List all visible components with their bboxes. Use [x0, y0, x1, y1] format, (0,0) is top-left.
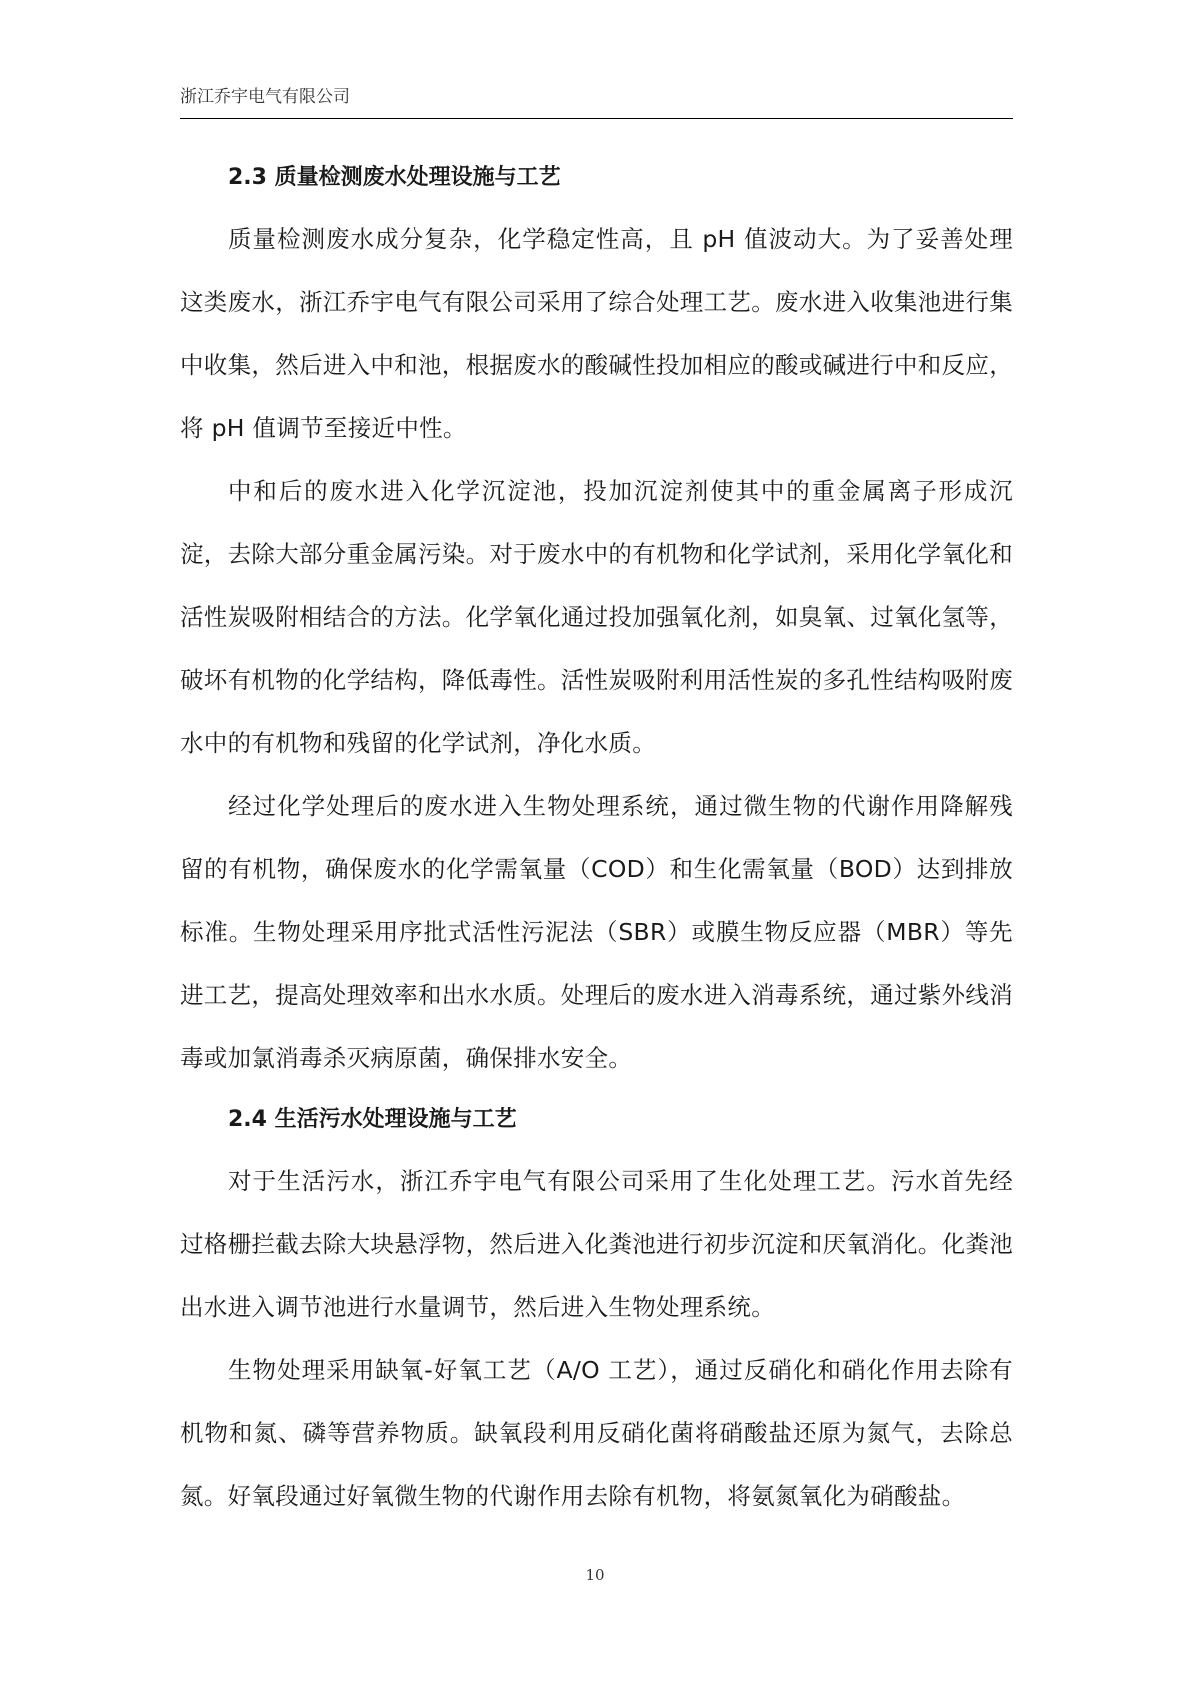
paragraph: 中和后的废水进入化学沉淀池，投加沉淀剂使其中的重金属离子形成沉淀，去除大部分重金属污染。对于废水中的有机物和化学试剂，采用化学氧化和活性炭吸附相结合的方法。化学氧化通过投加强氧化剂，如臭氧、过氧化氢等，破坏有机物的化学结构，降低毒性。活性炭吸附利用活性炭的多孔性结构吸附废水中的有机物和残留的化学试剂，净化水质。 — [180, 477, 1013, 757]
paragraph: 质量检测废水成分复杂，化学稳定性高，且 pH 值波动大。为了妥善处理这类废水，浙江乔宇电气有限公司采用了综合处理工艺。废水进入收集池进行集中收集，然后进入中和池，根据废水的酸碱性投加相应的酸或碱进行中和反应，将 pH 值调节至接近中性。 — [180, 225, 1013, 442]
section-heading-2-3: 2.3 质量检测废水处理设施与工艺 — [228, 165, 561, 190]
page-number: 10 — [585, 1566, 605, 1584]
page-body — [180, 148, 1013, 1528]
paragraph: 对于生活污水，浙江乔宇电气有限公司采用了生化处理工艺。污水首先经过格栅拦截去除大块悬浮物，然后进入化粪池进行初步沉淀和厌氧消化。化粪池出水进入调节池进行水量调节，然后进入生物处理系统。 — [180, 1167, 1013, 1321]
section-heading-2-4: 2.4 生活污水处理设施与工艺 — [228, 1107, 517, 1132]
header-divider — [180, 118, 1013, 119]
paragraph: 生物处理采用缺氧-好氧工艺（A/O 工艺），通过反硝化和硝化作用去除有机物和氮、磷等营养物质。缺氧段利用反硝化菌将硝酸盐还原为氮气，去除总氮。好氧段通过好氧微生物的代谢作用去除有机物，将氨氮氧化为硝酸盐。 — [180, 1356, 1013, 1510]
paragraph: 经过化学处理后的废水进入生物处理系统，通过微生物的代谢作用降解残留的有机物，确保废水的化学需氧量（COD）和生化需氧量（BOD）达到排放标准。生物处理采用序批式活性污泥法（SBR）或膜生物反应器（MBR）等先进工艺，提高处理效率和出水水质。处理后的废水进入消毒系统，通过紫外线消毒或加氯消毒杀灭病原菌，确保排水安全。 — [180, 792, 1013, 1072]
page-header-company: 浙江乔宇电气有限公司 — [180, 87, 350, 107]
